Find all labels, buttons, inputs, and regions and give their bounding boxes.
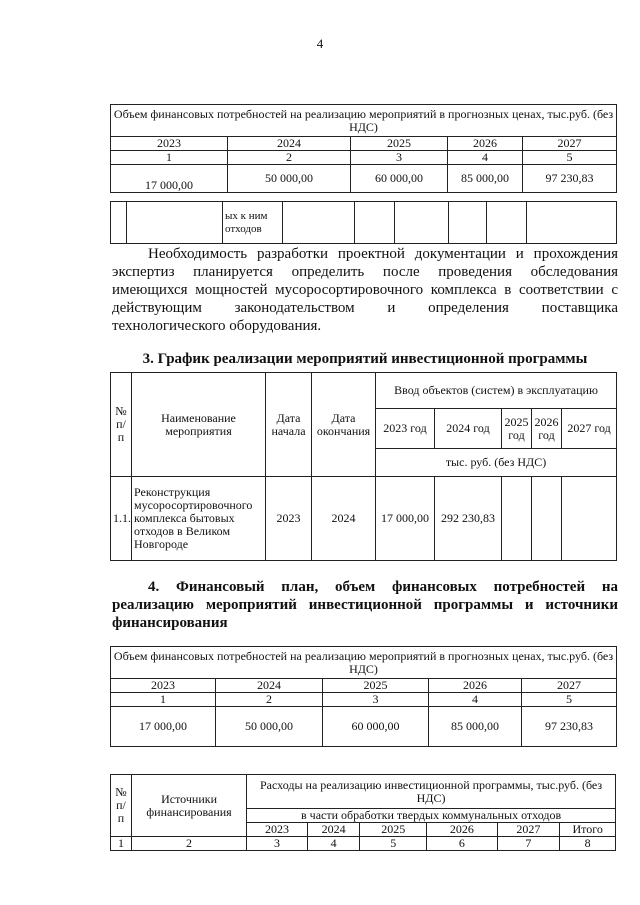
column-number: 3 bbox=[247, 837, 308, 851]
value-cell: 85 000,00 bbox=[448, 165, 523, 193]
fragment-text: ых к ним отходов bbox=[223, 202, 283, 244]
expenses-header: Расходы на реализацию инвестиционной программы, тыс.руб. (без НДС) bbox=[247, 775, 616, 809]
year-header: 2023 год bbox=[376, 409, 435, 449]
funding-sources-table bbox=[110, 774, 616, 851]
column-number: 3 bbox=[351, 151, 448, 165]
value-cell: 97 230,83 bbox=[522, 707, 617, 747]
column-number: 7 bbox=[497, 837, 560, 851]
year-header: 2026 bbox=[427, 823, 497, 837]
column-number: 2 bbox=[228, 151, 351, 165]
column-number: 1 bbox=[111, 693, 216, 707]
unit-header: тыс. руб. (без НДС) bbox=[376, 449, 617, 477]
year-cell: 2026 bbox=[429, 679, 522, 693]
year-header: 2024 год bbox=[435, 409, 502, 449]
year-header: 2024 bbox=[307, 823, 359, 837]
column-number: 5 bbox=[522, 693, 617, 707]
column-number: 5 bbox=[523, 151, 617, 165]
year-header: 2025 bbox=[360, 823, 427, 837]
col-start-header: Дата начала bbox=[266, 373, 312, 477]
value-cell: 17 000,00 bbox=[111, 165, 228, 193]
year-cell: 2025 bbox=[351, 137, 448, 151]
column-number: 5 bbox=[360, 837, 427, 851]
table-header: Объем финансовых потребностей на реализацию мероприятий в прогнозных ценах, тыс.руб. (без НДС) bbox=[111, 105, 617, 137]
col-name-header: Наименование мероприятия bbox=[132, 373, 266, 477]
year-cell: 2024 bbox=[228, 137, 351, 151]
col-src-header: Источники финансирования bbox=[131, 775, 246, 837]
row-num: 1.1. bbox=[111, 477, 132, 561]
row-name: Реконструкция мусоросортировочного комплекса бытовых отходов в Великом Новгороде bbox=[132, 477, 266, 561]
table-header: Объем финансовых потребностей на реализацию мероприятий в прогнозных ценах, тыс.руб. (без НДС) bbox=[111, 647, 617, 679]
paragraph-text: Необходимость разработки проектной документации и прохождения экспертиз планируется определить после проведения обследования имеющихся мощностей мусоросортировочного комплекса в соответствии с действующим законодательством и определения поставщика технологического оборудования. bbox=[112, 246, 618, 334]
column-number: 2 bbox=[216, 693, 323, 707]
column-number: 2 bbox=[131, 837, 246, 851]
total-header: Итого bbox=[560, 823, 616, 837]
schedule-table bbox=[110, 372, 617, 561]
year-cell: 2025 bbox=[323, 679, 429, 693]
value-cell: 97 230,83 bbox=[523, 165, 617, 193]
year-header: 2027 год bbox=[562, 409, 617, 449]
value-cell: 50 000,00 bbox=[228, 165, 351, 193]
row-value: 292 230,83 bbox=[435, 477, 502, 561]
year-cell: 2023 bbox=[111, 679, 216, 693]
row-start: 2023 bbox=[266, 477, 312, 561]
fragment-table bbox=[110, 201, 617, 244]
section4-title: 4. Финансовый план, объем финансовых потребностей на реализацию мероприятий инвестиционной программы и источники финансирования bbox=[112, 579, 618, 631]
column-number: 4 bbox=[448, 151, 523, 165]
financial-needs-table-bottom bbox=[110, 646, 617, 747]
year-header: 2025 год bbox=[502, 409, 532, 449]
year-header: 2023 bbox=[247, 823, 308, 837]
col-num-header: № п/п bbox=[111, 373, 132, 477]
year-header: 2026 год bbox=[532, 409, 562, 449]
col-end-header: Дата окончания bbox=[312, 373, 376, 477]
column-number: 3 bbox=[323, 693, 429, 707]
section3-title: 3. График реализации мероприятий инвестиционной программы bbox=[142, 351, 588, 367]
page-number: 4 bbox=[316, 36, 324, 51]
value-cell: 17 000,00 bbox=[111, 707, 216, 747]
column-number: 6 bbox=[427, 837, 497, 851]
column-number: 1 bbox=[111, 151, 228, 165]
column-number: 8 bbox=[560, 837, 616, 851]
column-number: 4 bbox=[429, 693, 522, 707]
value-cell: 85 000,00 bbox=[429, 707, 522, 747]
expenses-subheader: в части обработки твердых коммунальных отходов bbox=[247, 809, 616, 823]
col-num-header: № п/п bbox=[111, 775, 132, 837]
year-cell: 2024 bbox=[216, 679, 323, 693]
year-cell: 2027 bbox=[523, 137, 617, 151]
financial-needs-table-top bbox=[110, 104, 617, 193]
column-number: 1 bbox=[111, 837, 132, 851]
column-number: 4 bbox=[307, 837, 359, 851]
row-end: 2024 bbox=[312, 477, 376, 561]
col-input-header: Ввод объектов (систем) в эксплуатацию bbox=[376, 373, 617, 409]
year-cell: 2023 bbox=[111, 137, 228, 151]
year-cell: 2027 bbox=[522, 679, 617, 693]
year-cell: 2026 bbox=[448, 137, 523, 151]
value-cell: 60 000,00 bbox=[323, 707, 429, 747]
value-cell: 60 000,00 bbox=[351, 165, 448, 193]
row-value: 17 000,00 bbox=[376, 477, 435, 561]
year-header: 2027 bbox=[497, 823, 560, 837]
value-cell: 50 000,00 bbox=[216, 707, 323, 747]
